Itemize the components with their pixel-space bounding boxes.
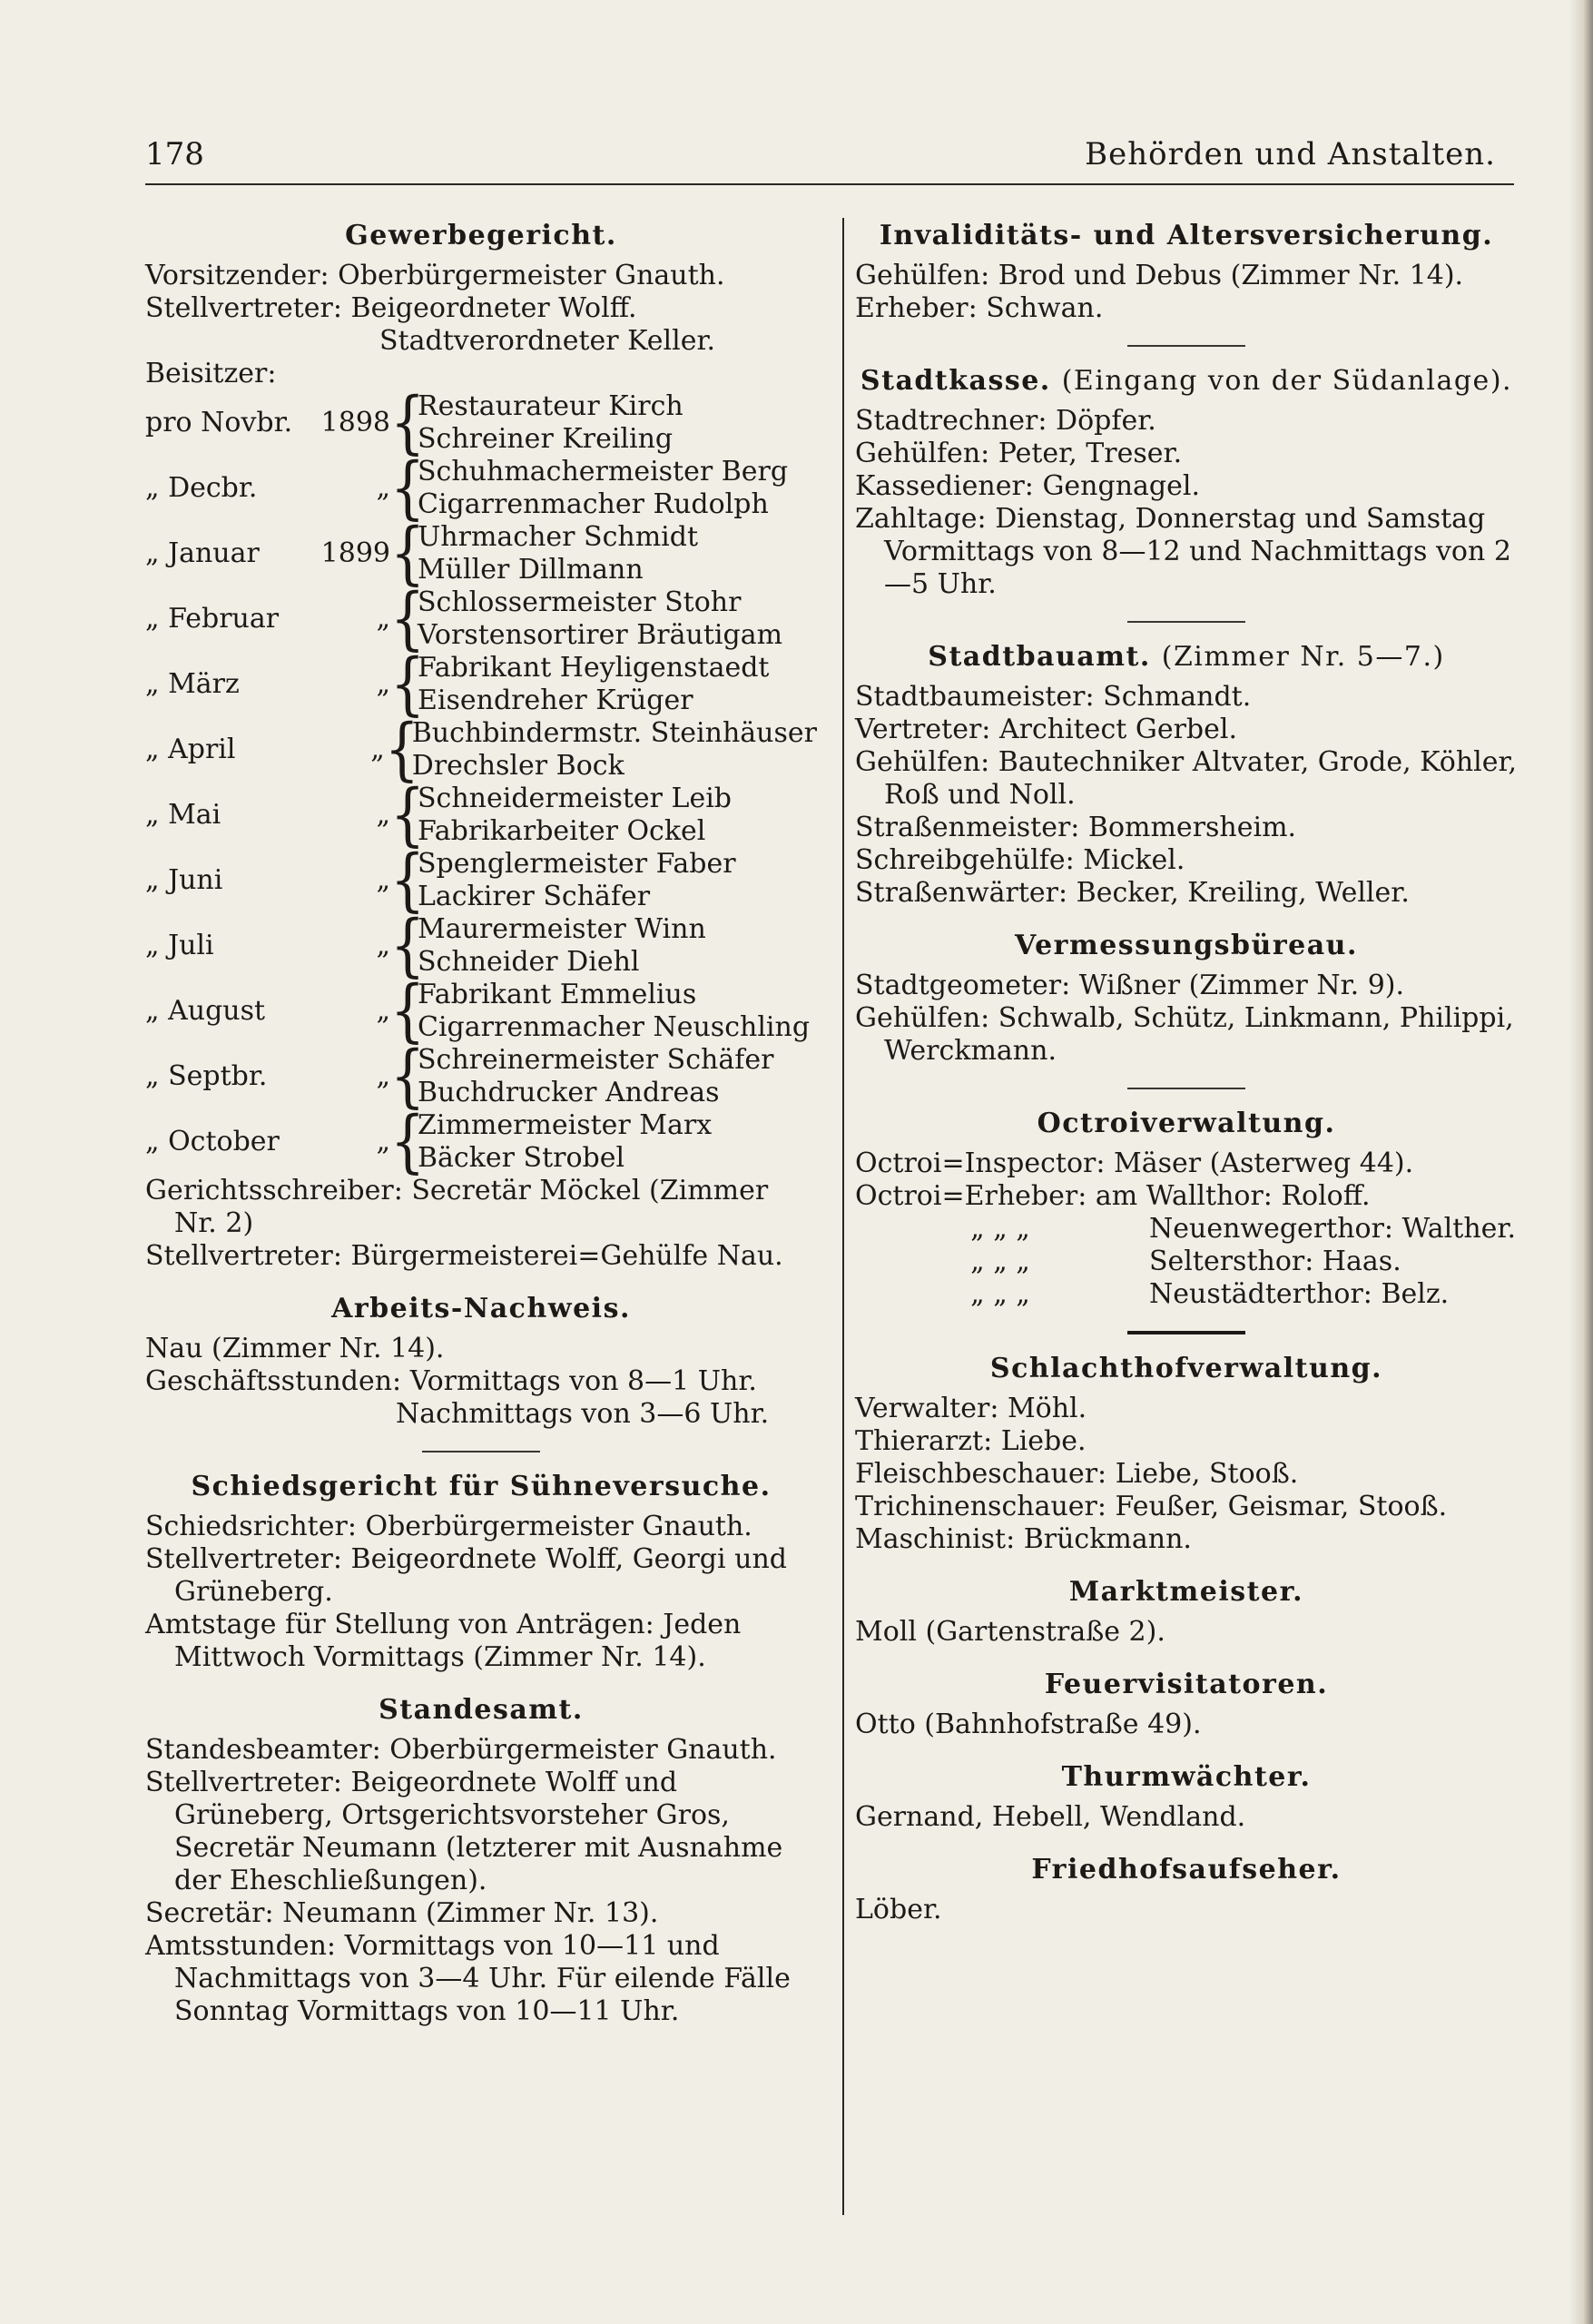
month-entry bbox=[145, 514, 817, 594]
month-name: pro Novbr. bbox=[145, 407, 293, 438]
section-stadtbauamt bbox=[855, 641, 1518, 910]
month-year: 1899 bbox=[320, 537, 390, 569]
text-line: Stadtrechner: Döpfer. bbox=[855, 405, 1156, 437]
month-name: „ März bbox=[145, 668, 240, 700]
month-label bbox=[145, 864, 390, 897]
text-line: Stellvertreter: Beigeordnete Wolff und Grüneberg, Ortsgerichtsvorsteher Gros, Secretär Neumann (letzterer mit Ausnahme der Eheschließungen). bbox=[145, 1767, 783, 1896]
member-name: Fabrikarbeiter Ockel bbox=[418, 815, 706, 847]
text-line: Stadtbaumeister: Schmandt. bbox=[855, 681, 1252, 713]
text-line: Amtsstunden: Vormittags von 10—11 und Nachmittags von 3—4 Uhr. Für eilende Fälle Sonntag Vormittags von 10—11 Uhr. bbox=[145, 1930, 791, 2027]
section-title bbox=[855, 641, 1518, 674]
text-line: Moll (Gartenstraße 2). bbox=[855, 1616, 1165, 1648]
text-line: Stellvertreter: Beigeordnete Wolff, Georgi und Grüneberg. bbox=[145, 1543, 787, 1608]
running-header bbox=[145, 127, 1514, 178]
month-label bbox=[145, 734, 385, 766]
brace-icon: { bbox=[390, 1037, 426, 1117]
running-title: Behörden und Anstalten. bbox=[1085, 136, 1496, 172]
brace-icon: { bbox=[390, 841, 426, 921]
section-title: Invaliditäts- und Altersversicherung. bbox=[879, 220, 1494, 251]
section-thurmwaechter bbox=[855, 1761, 1518, 1834]
section-invaliditaet bbox=[855, 220, 1518, 325]
month-entry bbox=[145, 710, 817, 790]
month-entry bbox=[145, 841, 817, 921]
section-standesamt bbox=[145, 1694, 817, 2028]
member-name: Müller Dillmann bbox=[418, 554, 644, 586]
month-name: „ Septbr. bbox=[145, 1060, 268, 1092]
month-label bbox=[145, 799, 390, 832]
page-number: 178 bbox=[145, 136, 204, 172]
month-name: „ Juli bbox=[145, 930, 214, 961]
section-arbeitsnachweis bbox=[145, 1293, 817, 1431]
beisitzer-list bbox=[145, 383, 817, 1182]
section-separator bbox=[1127, 1088, 1245, 1089]
section-schiedsgericht bbox=[145, 1471, 817, 1674]
member-name: Bäcker Strobel bbox=[418, 1142, 625, 1174]
text-line: Fleischbeschauer: Liebe, Stooß. bbox=[855, 1458, 1299, 1490]
member-name: Schreiner Kreiling bbox=[418, 423, 674, 455]
section-marktmeister bbox=[855, 1576, 1518, 1649]
section-separator bbox=[1127, 621, 1245, 623]
text-line: Gernand, Hebell, Wendland. bbox=[855, 1801, 1246, 1833]
section-title-text: Stadtkasse. bbox=[860, 365, 1051, 397]
text-line: Gehülfen: Schwalb, Schütz, Linkmann, Philippi, Werckmann. bbox=[855, 1002, 1514, 1067]
month-label bbox=[145, 1126, 390, 1158]
member-names bbox=[412, 717, 817, 783]
member-names bbox=[418, 652, 769, 717]
brace-icon: { bbox=[384, 710, 419, 790]
month-label bbox=[145, 995, 390, 1028]
member-name: Uhrmacher Schmidt bbox=[418, 521, 699, 553]
month-name: „ Juni bbox=[145, 864, 223, 896]
month-label bbox=[145, 930, 390, 962]
text-line: Thierarzt: Liebe. bbox=[855, 1425, 1087, 1457]
member-name: Fabrikant Heyligenstaedt bbox=[418, 652, 770, 684]
month-entry bbox=[145, 775, 817, 855]
month-year: „ bbox=[376, 603, 390, 635]
text-line: Nau (Zimmer Nr. 14). bbox=[145, 1333, 445, 1364]
text-line: Schiedsrichter: Oberbürgermeister Gnauth. bbox=[145, 1511, 752, 1542]
brace-icon: { bbox=[390, 775, 426, 855]
text-line: Zahltage: Dienstag, Donnerstag und Samstag Vormittags von 8—12 und Nachmittags von 2—5 Uhr. bbox=[855, 503, 1511, 600]
text-line: Gehülfen: Brod und Debus (Zimmer Nr. 14). bbox=[855, 260, 1464, 291]
octroi-row bbox=[855, 1213, 1518, 1246]
member-name: Zimmermeister Marx bbox=[418, 1109, 713, 1141]
text-line: Gerichtsschreiber: Secretär Möckel (Zimmer Nr. 2) bbox=[145, 1175, 769, 1239]
section-octroi bbox=[855, 1108, 1518, 1311]
month-label bbox=[145, 407, 390, 439]
section-feuervisitatoren bbox=[855, 1669, 1518, 1741]
month-entry bbox=[145, 579, 817, 659]
text-line: Otto (Bahnhofstraße 49). bbox=[855, 1709, 1202, 1740]
section-title: Thurmwächter. bbox=[1061, 1761, 1312, 1793]
month-label bbox=[145, 1060, 390, 1093]
text-line: Verwalter: Möhl. bbox=[855, 1393, 1087, 1424]
brace-icon: { bbox=[390, 514, 426, 594]
month-name: „ August bbox=[145, 995, 266, 1027]
month-entry bbox=[145, 971, 817, 1051]
month-name: „ April bbox=[145, 734, 236, 765]
section-title: Schlachthofverwaltung. bbox=[989, 1353, 1383, 1384]
text-line: Vorsitzender: Oberbürgermeister Gnauth. bbox=[145, 260, 725, 291]
section-title: Schiedsgericht für Sühneversuche. bbox=[191, 1471, 772, 1502]
member-name: Fabrikant Emmelius bbox=[418, 979, 697, 1010]
ditto-marks: „ „ „ bbox=[970, 1278, 1030, 1310]
month-year: „ bbox=[376, 1126, 390, 1157]
member-name: Drechsler Bock bbox=[411, 750, 624, 782]
month-year: „ bbox=[376, 930, 390, 961]
right-column bbox=[855, 216, 1518, 1946]
section-subtitle: (Eingang von der Südanlage). bbox=[1061, 365, 1513, 397]
brace-icon: { bbox=[390, 645, 426, 724]
text-line: Octroi=Inspector: Mäser (Asterweg 44). bbox=[855, 1147, 1414, 1179]
member-name: Schuhmachermeister Berg bbox=[418, 456, 789, 487]
section-title: Gewerbegericht. bbox=[345, 220, 617, 251]
section-title: Arbeits-Nachweis. bbox=[331, 1293, 631, 1324]
section-stadtkasse bbox=[855, 365, 1518, 601]
month-label bbox=[145, 472, 390, 505]
month-label bbox=[145, 668, 390, 701]
text-line: Trichinenschauer: Feußer, Geismar, Stooß. bbox=[855, 1491, 1448, 1522]
member-names bbox=[418, 456, 788, 521]
section-title: Feuervisitatoren. bbox=[1044, 1669, 1329, 1700]
member-names bbox=[418, 783, 732, 848]
row-text: Neustädterthor: Belz. bbox=[1149, 1278, 1450, 1310]
text-line: Secretär: Neumann (Zimmer Nr. 13). bbox=[145, 1897, 659, 1929]
member-name: Eisendreher Krüger bbox=[418, 684, 693, 716]
brace-icon: { bbox=[390, 1102, 426, 1182]
member-name: Schlossermeister Stohr bbox=[418, 586, 742, 618]
section-gewerbegericht bbox=[145, 220, 817, 1273]
ditto-marks: „ „ „ bbox=[970, 1246, 1030, 1277]
text-line: Erheber: Schwan. bbox=[855, 292, 1104, 324]
ditto-marks: „ „ „ bbox=[970, 1213, 1030, 1245]
member-name: Maurermeister Winn bbox=[418, 913, 706, 945]
section-title: Vermessungsbüreau. bbox=[1015, 930, 1358, 961]
brace-icon: { bbox=[390, 971, 426, 1051]
month-year: „ bbox=[376, 799, 390, 831]
section-schlachthof bbox=[855, 1353, 1518, 1556]
row-text: Seltersthor: Haas. bbox=[1149, 1246, 1401, 1277]
text-line: Stadtgeometer: Wißner (Zimmer Nr. 9). bbox=[855, 970, 1405, 1001]
month-entry bbox=[145, 906, 817, 986]
month-year: „ bbox=[376, 1060, 390, 1092]
section-separator bbox=[1127, 345, 1245, 347]
left-column bbox=[145, 216, 817, 2048]
member-names bbox=[418, 913, 706, 979]
member-names bbox=[418, 586, 782, 652]
header-rule bbox=[145, 183, 1514, 185]
month-year: „ bbox=[376, 668, 390, 700]
member-names bbox=[418, 1044, 773, 1109]
text-line: Kassediener: Gengnagel. bbox=[855, 470, 1200, 502]
member-names bbox=[418, 521, 698, 586]
month-year: „ bbox=[376, 864, 390, 896]
text-line: Geschäftsstunden: Vormittags von 8—1 Uhr. bbox=[145, 1365, 757, 1397]
month-label bbox=[145, 603, 390, 635]
section-subtitle: (Zimmer Nr. 5—7.) bbox=[1161, 641, 1445, 673]
member-names bbox=[418, 390, 683, 456]
section-separator bbox=[1127, 1331, 1245, 1334]
member-name: Cigarrenmacher Neuschling bbox=[418, 1011, 811, 1043]
section-title: Octroiverwaltung. bbox=[1037, 1108, 1336, 1139]
section-title: Friedhofsaufseher. bbox=[1031, 1854, 1342, 1886]
brace-icon: { bbox=[390, 383, 426, 463]
octroi-row bbox=[855, 1278, 1518, 1311]
text-line: Stellvertreter: Beigeordneter Wolff. bbox=[145, 292, 637, 324]
text-line: Stellvertreter: Bürgermeisterei=Gehülfe Nau. bbox=[145, 1240, 783, 1272]
member-name: Schneidermeister Leib bbox=[418, 783, 732, 814]
section-title: Standesamt. bbox=[379, 1694, 584, 1726]
month-year: „ bbox=[376, 995, 390, 1027]
octroi-row bbox=[855, 1246, 1518, 1278]
text-line: Maschinist: Brückmann. bbox=[855, 1523, 1192, 1555]
text-line: Gehülfen: Peter, Treser. bbox=[855, 438, 1183, 469]
member-name: Schneider Diehl bbox=[418, 946, 640, 978]
month-name: „ Februar bbox=[145, 603, 280, 635]
month-entry bbox=[145, 645, 817, 724]
text-line: Octroi=Erheber: am Wallthor: Roloff. bbox=[855, 1180, 1371, 1212]
member-name: Restaurateur Kirch bbox=[418, 390, 683, 422]
member-name: Buchdrucker Andreas bbox=[418, 1077, 720, 1108]
month-entry bbox=[145, 448, 817, 528]
member-names bbox=[418, 979, 810, 1044]
month-year: 1898 bbox=[320, 407, 390, 438]
text-line: Stadtverordneter Keller. bbox=[379, 325, 716, 357]
section-friedhof bbox=[855, 1854, 1518, 1926]
member-name: Buchbindermstr. Steinhäuser bbox=[411, 717, 817, 749]
month-name: „ October bbox=[145, 1126, 280, 1157]
text-line: Standesbeamter: Oberbürgermeister Gnauth. bbox=[145, 1734, 777, 1766]
book-gutter-shadow bbox=[1569, 0, 1593, 2324]
brace-icon: { bbox=[390, 906, 426, 986]
member-name: Spenglermeister Faber bbox=[418, 848, 736, 880]
text-line: Beisitzer: bbox=[145, 358, 277, 389]
brace-icon: { bbox=[390, 448, 426, 528]
text-line: Schreibgehülfe: Mickel. bbox=[855, 844, 1185, 876]
column-divider bbox=[842, 218, 844, 2215]
member-names bbox=[418, 848, 736, 913]
month-entry bbox=[145, 1102, 817, 1182]
section-vermessung bbox=[855, 930, 1518, 1068]
member-name: Schreinermeister Schäfer bbox=[418, 1044, 774, 1076]
month-year: „ bbox=[370, 734, 385, 765]
text-line: Gehülfen: Bautechniker Altvater, Grode, Köhler, Roß und Noll. bbox=[855, 746, 1518, 811]
brace-icon: { bbox=[390, 579, 426, 659]
month-entry bbox=[145, 1037, 817, 1117]
section-title-text: Stadtbauamt. bbox=[928, 641, 1151, 673]
month-name: „ Januar bbox=[145, 537, 260, 569]
month-label bbox=[145, 537, 390, 570]
text-line: Amtstage für Stellung von Anträgen: Jeden Mittwoch Vormittags (Zimmer Nr. 14). bbox=[145, 1609, 742, 1673]
month-year: „ bbox=[376, 472, 390, 504]
text-line: Straßenmeister: Bommersheim. bbox=[855, 812, 1297, 843]
text-line: Löber. bbox=[855, 1894, 942, 1925]
text-line: Straßenwärter: Becker, Kreiling, Weller. bbox=[855, 877, 1410, 909]
member-name: Vorstensortirer Bräutigam bbox=[418, 619, 783, 651]
month-name: „ Mai bbox=[145, 799, 221, 831]
text-line: Nachmittags von 3—6 Uhr. bbox=[396, 1398, 770, 1430]
member-names bbox=[418, 1109, 712, 1175]
section-title: Marktmeister. bbox=[1068, 1576, 1304, 1608]
row-text: Neuenwegerthor: Walther. bbox=[1149, 1213, 1516, 1245]
member-name: Lackirer Schäfer bbox=[418, 881, 651, 912]
section-separator bbox=[422, 1451, 540, 1452]
month-entry bbox=[145, 383, 817, 463]
member-name: Cigarrenmacher Rudolph bbox=[418, 488, 769, 520]
text-line: Vertreter: Architect Gerbel. bbox=[855, 714, 1238, 745]
section-title bbox=[855, 365, 1518, 398]
month-name: „ Decbr. bbox=[145, 472, 258, 504]
